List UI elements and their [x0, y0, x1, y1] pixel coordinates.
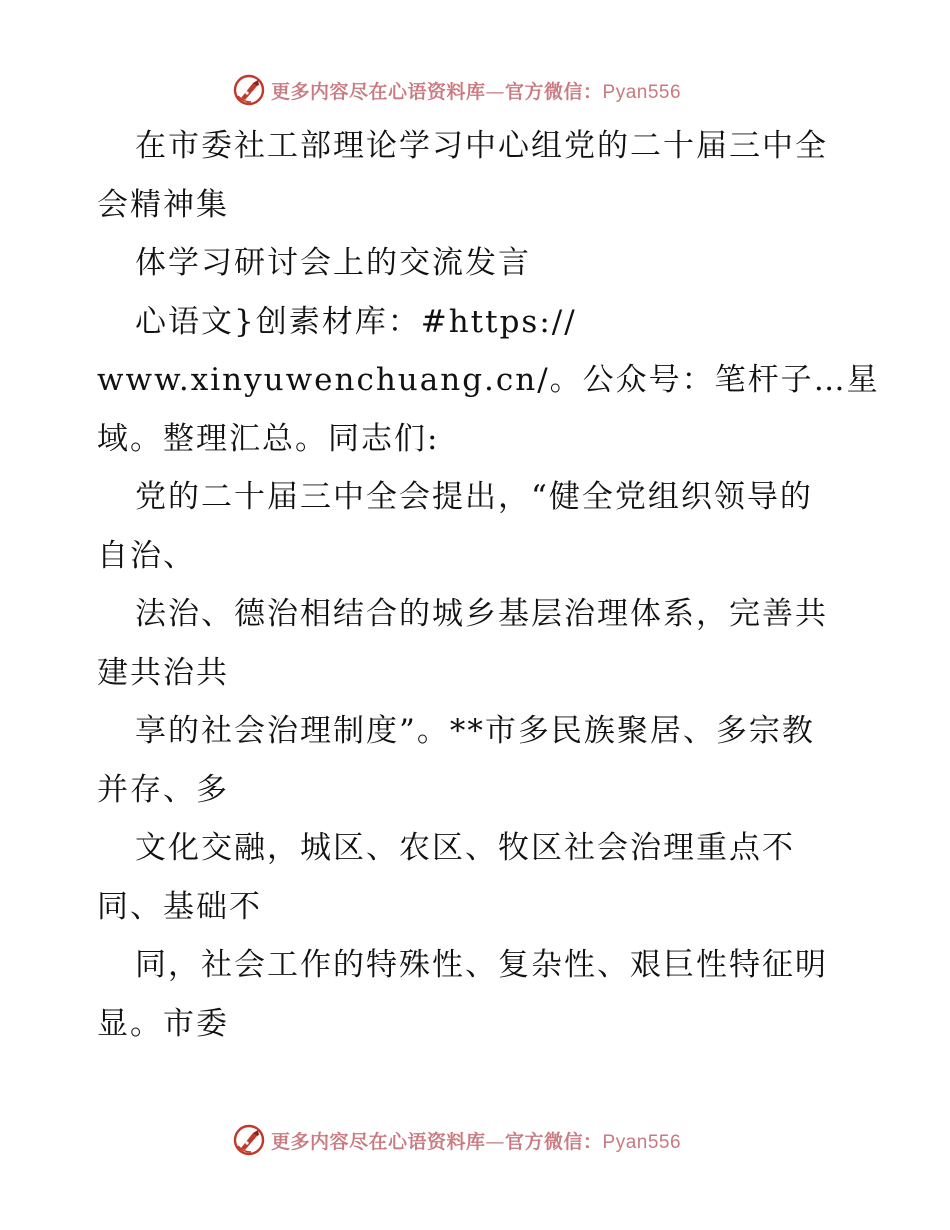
body-line: 体学习研讨会上的交流发言	[135, 245, 531, 281]
body-line: 心语文}创素材库：#https://	[135, 303, 577, 340]
fountain-pen-logo-icon	[233, 1124, 265, 1156]
fountain-pen-logo-icon	[233, 74, 265, 106]
footer-banner-text	[271, 1127, 681, 1154]
body-line: 享的社会治理制度”。**市多民族聚居、多宗教	[135, 713, 815, 749]
footer-banner	[233, 1122, 713, 1158]
body-line: 会精神集	[97, 186, 229, 223]
body-line: 域。整理汇总。同志们:	[97, 420, 440, 457]
body-line: 同，社会工作的特殊性、复杂性、艰巨性特征明	[135, 947, 828, 983]
body-line: 并存、多	[97, 771, 229, 808]
footer-banner-wechat-id: Pyan556	[602, 1131, 682, 1153]
body-line: 同、基础不	[97, 888, 262, 925]
body-line: 法治、德治相结合的城乡基层治理体系，完善共	[135, 596, 828, 632]
body-line: 自治、	[97, 537, 196, 574]
header-banner-title: 更多内容尽在心语资料库	[271, 80, 486, 103]
header-banner-wechat-label: 官方微信：	[505, 80, 603, 103]
body-line: www.xinyuwenchuang.cn/。公众号：笔杆子…星	[97, 362, 880, 398]
footer-banner-title: 更多内容尽在心语资料库	[271, 1130, 486, 1153]
header-banner	[233, 72, 713, 108]
body-line: 建共治共	[97, 654, 229, 691]
header-banner-dash: —	[485, 80, 506, 103]
body-line: 在市委社工部理论学习中心组党的二十届三中全	[135, 128, 828, 164]
footer-banner-wechat-label: 官方微信：	[505, 1130, 603, 1153]
header-banner-text	[271, 77, 681, 104]
body-line: 显。市委	[97, 1005, 229, 1042]
body-line: 文化交融，城区、农区、牧区社会治理重点不	[135, 830, 795, 866]
header-banner-wechat-id: Pyan556	[602, 81, 682, 103]
body-line: 党的二十届三中全会提出，“健全党组织领导的	[135, 479, 813, 515]
footer-banner-dash: —	[485, 1130, 506, 1153]
document-body	[97, 117, 880, 1053]
